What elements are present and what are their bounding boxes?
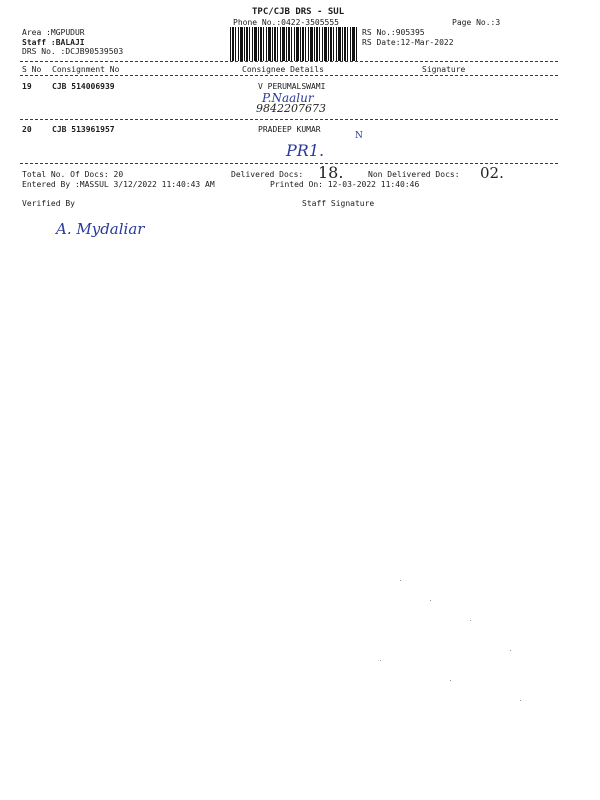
staff-signature-label: Staff Signature xyxy=(302,199,375,208)
total-docs: Total No. Of Docs: 20 xyxy=(22,170,124,179)
scan-speck xyxy=(380,660,381,661)
delivered-count: 18. xyxy=(318,163,344,182)
column-header-signature: Signature xyxy=(422,65,466,74)
handwritten-mark: N xyxy=(355,131,363,141)
staff-label: Staff :BALAJI xyxy=(22,38,85,47)
rs-date: RS Date:12-Mar-2022 xyxy=(362,38,454,47)
column-header-consignment: Consignment No xyxy=(52,65,120,74)
row-sno: 19 xyxy=(22,82,32,91)
rs-number: RS No.:905395 xyxy=(362,28,425,37)
non-delivered-label: Non Delivered Docs: xyxy=(368,170,460,179)
scan-speck xyxy=(520,700,521,701)
scan-speck xyxy=(400,580,401,581)
verified-by-label: Verified By xyxy=(22,199,75,208)
area-label: Area :MGPUDUR xyxy=(22,28,85,37)
barcode xyxy=(230,27,358,61)
divider xyxy=(20,163,558,164)
delivered-label: Delivered Docs: xyxy=(231,170,304,179)
divider xyxy=(20,61,558,62)
row-consignment: CJB 513961957 xyxy=(52,125,115,134)
page-number: Page No.:3 xyxy=(452,18,501,27)
row-consignee: V PERUMALSWAMI xyxy=(258,82,326,91)
scan-speck xyxy=(450,680,451,681)
row-consignment: CJB 514006939 xyxy=(52,82,115,91)
row-sno: 20 xyxy=(22,125,32,134)
drs-number: DRS No. :DCJB90539503 xyxy=(22,47,124,56)
entered-by: Entered By :MASSUL 3/12/2022 11:40:43 AM xyxy=(22,180,215,189)
printed-on: Printed On: 12-03-2022 11:40:46 xyxy=(270,180,420,189)
non-delivered-count: 02. xyxy=(480,164,504,182)
handwritten-phone: 9842207673 xyxy=(256,102,326,115)
verifier-signature: A. Mydaliar xyxy=(56,220,145,238)
column-header-sno: S No xyxy=(22,65,42,74)
document-title: TPC/CJB DRS - SUL xyxy=(252,7,345,17)
phone-number: Phone No.:0422-3505555 xyxy=(233,18,339,27)
handwritten-signature: P.Naalur xyxy=(262,91,314,105)
scan-speck xyxy=(430,600,431,601)
divider xyxy=(20,119,558,120)
scan-speck xyxy=(510,650,511,651)
handwritten-signature: PR1. xyxy=(286,141,325,160)
scan-speck xyxy=(470,620,471,621)
divider xyxy=(20,75,558,76)
column-header-consignee: Consignee Details xyxy=(242,65,324,74)
row-consignee: PRADEEP KUMAR xyxy=(258,125,321,134)
